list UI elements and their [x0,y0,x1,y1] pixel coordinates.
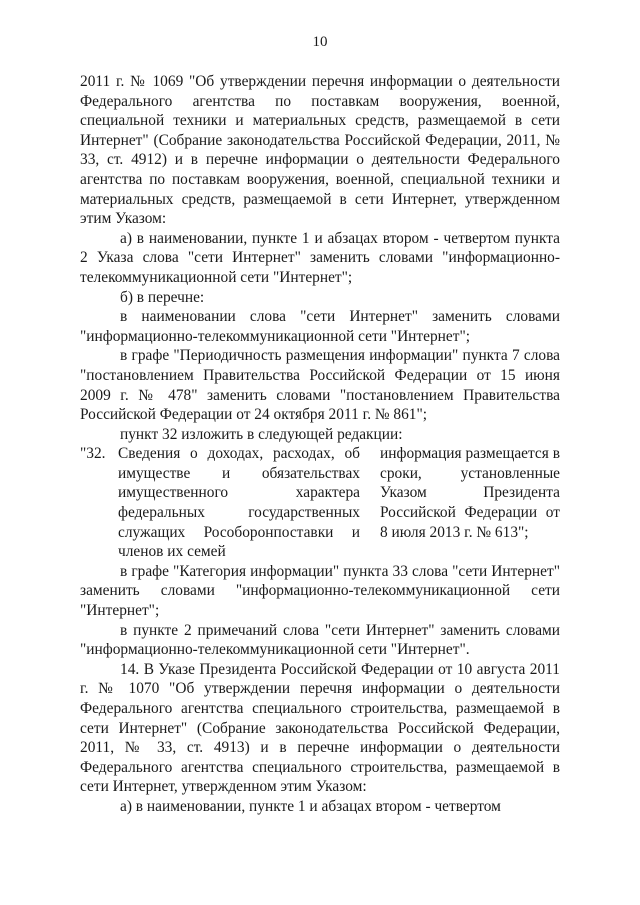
paragraph-8: в графе "Категория информации" пункта 33 слова "сети Интернет" заменить словами "информационно-телекоммуникационной сети "Интернет"; [80,562,560,620]
item-32-number: "32. [80,445,106,463]
paragraph-3: б) в перечне: [120,288,205,306]
item-32-periodicity: информация размещается в сроки, установленные Указом Президента Российской Федерации от 8 июля 2013 г. № 613"; [380,445,560,541]
paragraph-10: 14. В Указе Президента Российской Федерации от 10 августа 2011 г. № 1070 "Об утверждении перечня информации о деятельности Федерального агентства специального строительства, размещаемой в сети Интернет" (Собрание законодательства Российской Федерации, 2011, № 33, ст. 4913) и в перечне информации о деятельности Федерального агентства специального строительства, размещаемой в сети Интернет, утвержденном этим Указом: [80,660,560,796]
paragraph-9: в пункте 2 примечаний слова "сети Интернет" заменить словами "информационно-телекоммуникационной сети "Интернет". [80,621,560,659]
page-number: 10 [312,34,328,50]
paragraph-6: пункт 32 изложить в следующей редакции: [120,425,403,443]
paragraph-1: 2011 г. № 1069 "Об утверждении перечня информации о деятельности Федерального агентства по поставкам вооружения, военной, специальной техники и материальных средств, размещаемой в сети Интернет" (Собрание законодательства Российской Федерации, 2011, № 33, ст. 4912) и в перечне информации о деятельности Федерального агентства по поставкам вооружения, военной, специальной техники и материальных средств, размещаемой в сети Интернет, утвержденном этим Указом: [80,73,560,228]
item-32-left-column [80,444,360,562]
document-body [80,72,560,817]
paragraph-2: а) в наименовании, пункте 1 и абзацах втором - четвертом пункта 2 Указа слова "сети Интернет" заменить словами "информационно-телекоммуникационной сети "Интернет"; [80,229,560,286]
paragraph-4: в наименовании слова "сети Интернет" заменить словами "информационно-телекоммуникационной сети "Интернет"; [80,308,560,345]
paragraph-11: а) в наименовании, пункте 1 и абзацах втором - четвертом [120,797,501,815]
item-32-category: Сведения о доходах, расходах, об имуществе и обязательствах имущественного характера федеральных государственных служащих Рособоронпоставки и членов их семей [118,445,360,561]
item-32-row [80,444,560,562]
paragraph-5: в графе "Периодичность размещения информации" пункта 7 слова "постановлением Правительства Российской Федерации от 15 июня 2009 г. № 478" заменить словами "постановлением Правительства Российской Федерации от 24 октября 2011 г. № 861"; [80,347,560,424]
